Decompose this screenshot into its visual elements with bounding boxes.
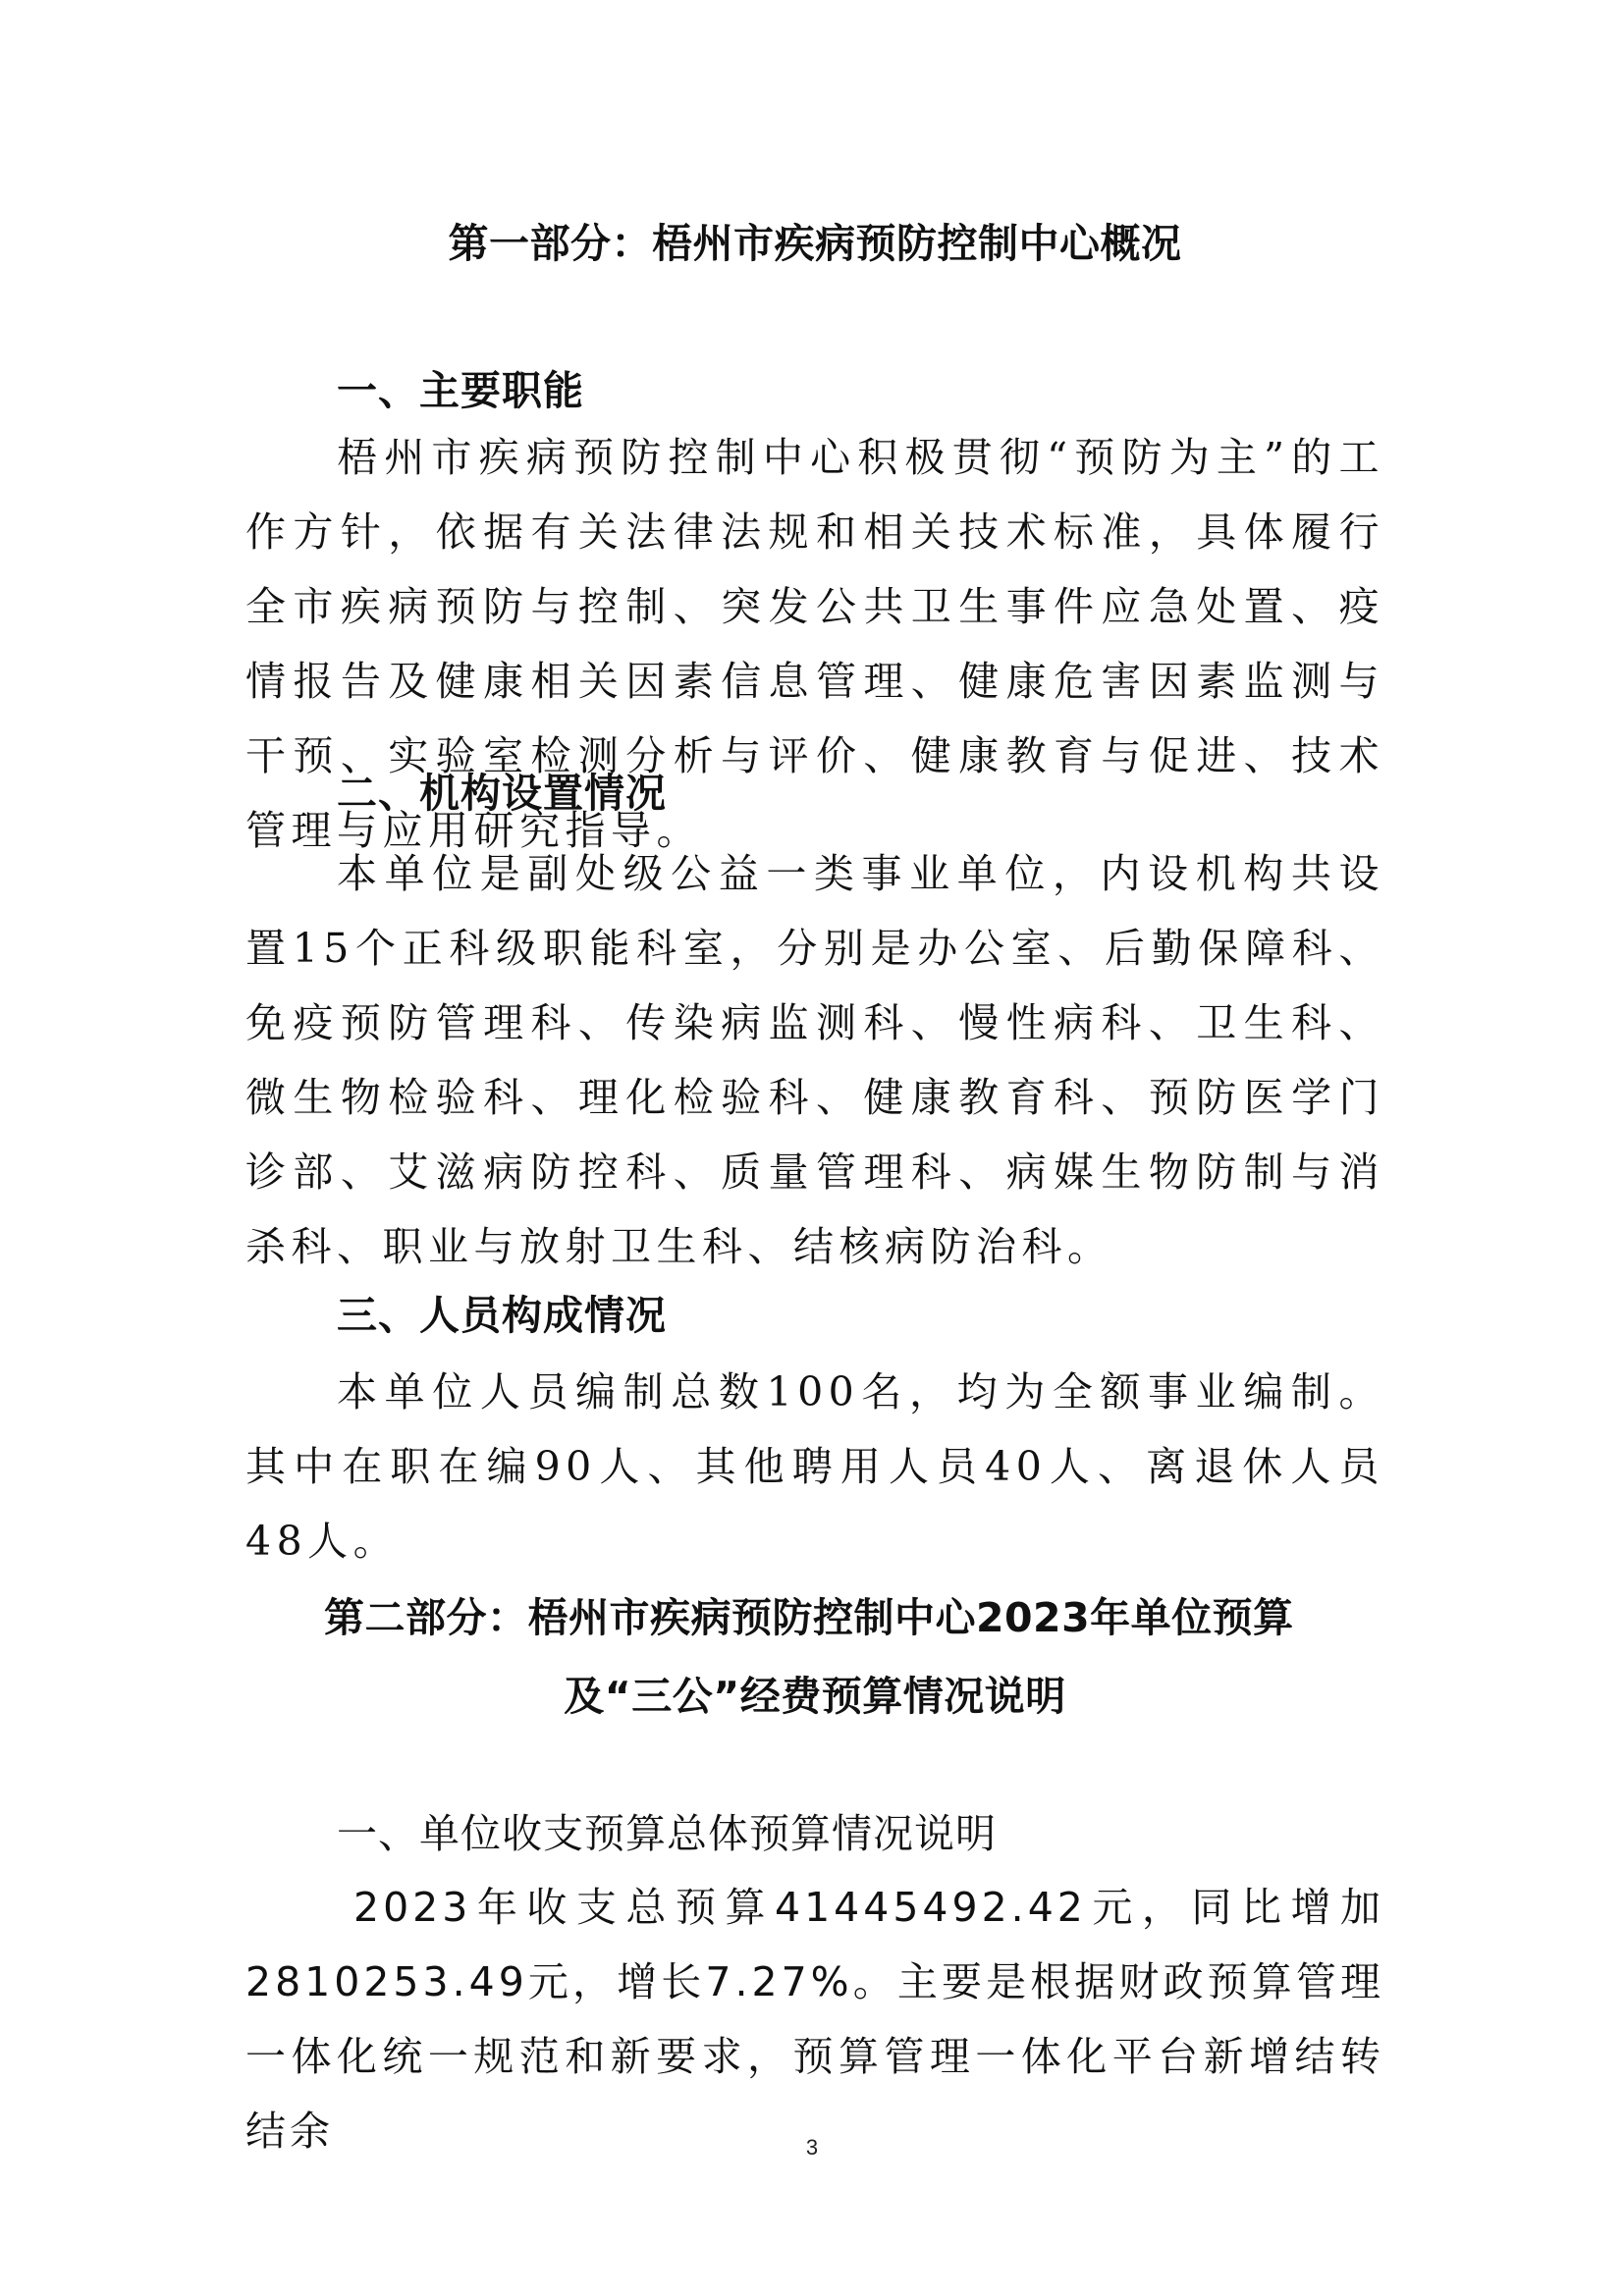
page-number: 3 <box>805 2135 819 2160</box>
section-heading-staffing: 三、人员构成情况 <box>337 1292 667 1339</box>
part1-title: 第一部分：梧州市疾病预防控制中心概况 <box>448 220 1182 267</box>
section-body-staffing: 本单位人员编制总数100名，均为全额事业编制。其中在职在编90人、其他聘用人员40人、离退休人员48人。 <box>245 1368 1384 1565</box>
part2-title-line2: 及“三公”经费预算情况说明 <box>564 1673 1066 1720</box>
section-heading-main-functions: 一、主要职能 <box>337 367 584 414</box>
section-body-main-functions: 梧州市疾病预防控制中心积极贯彻“预防为主”的工作方针，依据有关法律法规和相关技术标准，具体履行全市疾病预防与控制、突发公共卫生事件应急处置、疫情报告及健康相关因素信息管理、健康危害因素监测与干预、实验室检测分析与评价、健康教育与促进、技术管理与应用研究指导。 <box>245 434 1384 854</box>
section-heading-organization: 二、机构设置情况 <box>337 770 667 817</box>
section-body-budget-overview: 2023年收支总预算41445492.42元，同比增加2810253.49元，增长7.27%。主要是根据财政预算管理一体化统一规范和新要求，预算管理一体化平台新增结转结余 <box>245 1884 1384 2155</box>
part2-title-line1: 第二部分：梧州市疾病预防控制中心2023年单位预算 <box>324 1594 1294 1641</box>
section-body-organization: 本单位是副处级公益一类事业单位，内设机构共设置15个正科级职能科室，分别是办公室、后勤保障科、免疫预防管理科、传染病监测科、慢性病科、卫生科、微生物检验科、理化检验科、健康教育科、预防医学门诊部、艾滋病防控科、质量管理科、病媒生物防制与消杀科、职业与放射卫生科、结核病防治科。 <box>245 850 1384 1270</box>
section-heading-budget-overview: 一、单位收支预算总体预算情况说明 <box>337 1810 997 1857</box>
